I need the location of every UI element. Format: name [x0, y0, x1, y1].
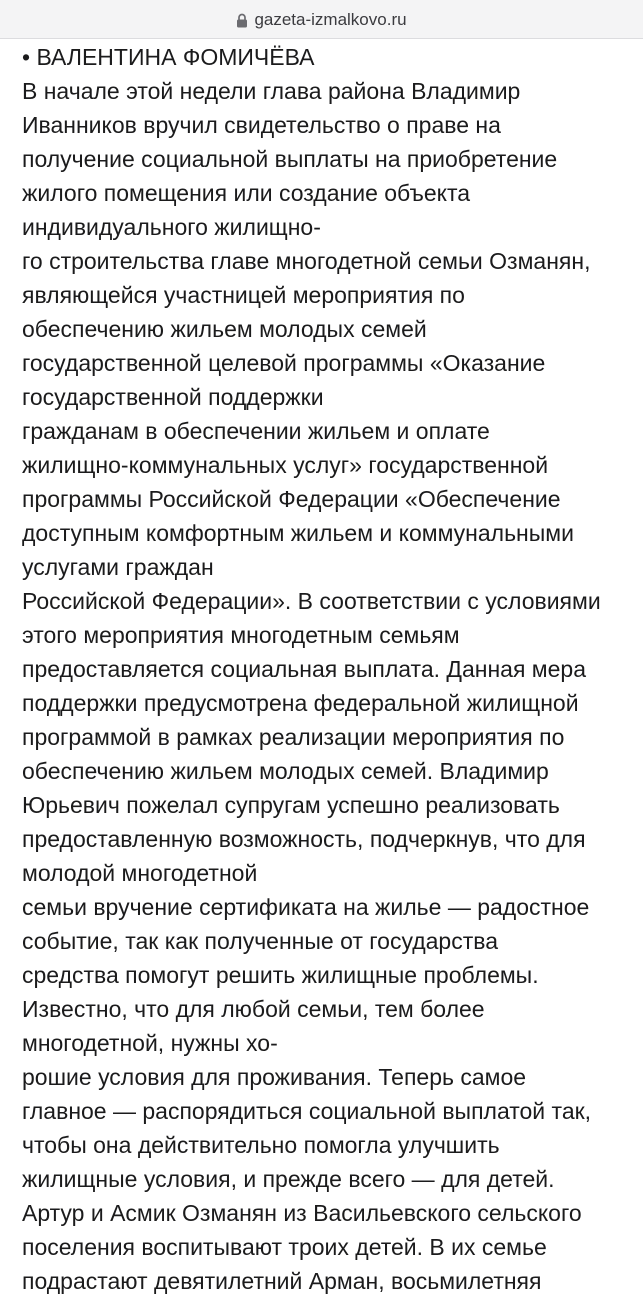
article-line: обеспечению жильем молодых семей [22, 316, 427, 342]
article-line: обеспечению жильем молодых семей. Владимир [22, 758, 549, 784]
article-body [22, 40, 640, 1298]
article-line: доступным комфортным жильем и коммунальными [22, 520, 574, 546]
article-line: являющейся участницей мероприятия по [22, 282, 465, 308]
article-line: индивидуального жилищно- [22, 214, 321, 240]
article-line: главное — распорядиться социальной выплатой так, [22, 1098, 592, 1124]
article-line: предоставляется социальная выплата. Данная мера [22, 656, 586, 682]
article-line: получение социальной выплаты на приобретение [22, 146, 558, 172]
url-text: gazeta-izmalkovo.ru [254, 10, 407, 29]
article-line: Российской Федерации». В соответствии с условиями [22, 588, 601, 614]
article-line: средства помогут решить жилищные проблемы. [22, 962, 539, 988]
article-line: рошие условия для проживания. Теперь самое [22, 1064, 527, 1090]
article-line: Иванников вручил свидетельство о праве на [22, 112, 501, 138]
article-line: событие, так как полученные от государства [22, 928, 499, 954]
article-line: поддержки предусмотрена федеральной жилищной [22, 690, 579, 716]
article-line: чтобы она действительно помогла улучшить [22, 1132, 500, 1158]
article-line: подрастают девятилетний Арман, восьмилетняя [22, 1268, 542, 1294]
article-line: жилого помещения или создание объекта [22, 180, 471, 206]
article-line: этого мероприятия многодетным семьям [22, 622, 460, 648]
article-line: жилищно-коммунальных услуг» государственной [22, 452, 549, 478]
article-author: • ВАЛЕНТИНА ФОМИЧЁВА [22, 44, 315, 70]
article-line: жилищные условия, и прежде всего — для детей. [22, 1166, 555, 1192]
article-line: го строительства главе многодетной семьи Озманян, [22, 248, 591, 274]
article-line: государственной поддержки [22, 384, 324, 410]
article-line: программой в рамках реализации мероприятия по [22, 724, 565, 750]
article-line: поселения воспитывают троих детей. В их семье [22, 1234, 547, 1260]
article-line: Юрьевич пожелал супругам успешно реализовать [22, 792, 560, 818]
article-line: услугами граждан [22, 554, 214, 580]
article-line: молодой многодетной [22, 860, 258, 886]
article-line: семьи вручение сертификата на жилье — радостное [22, 894, 590, 920]
article-line: государственной целевой программы «Оказание [22, 350, 546, 376]
article-line: программы Российской Федерации «Обеспечение [22, 486, 561, 512]
article-line: В начале этой недели глава района Владимир [22, 78, 521, 104]
article-line: Артур и Асмик Озманян из Васильевского сельского [22, 1200, 582, 1226]
lock-icon [236, 13, 248, 28]
article-line: гражданам в обеспечении жильем и оплате [22, 418, 490, 444]
article-line: многодетной, нужны хо- [22, 1030, 278, 1056]
article-line: Известно, что для любой семьи, тем более [22, 996, 485, 1022]
url-display[interactable] [0, 8, 643, 32]
browser-address-bar[interactable] [0, 0, 643, 39]
article-line: предоставленную возможность, подчеркнув, что для [22, 826, 586, 852]
